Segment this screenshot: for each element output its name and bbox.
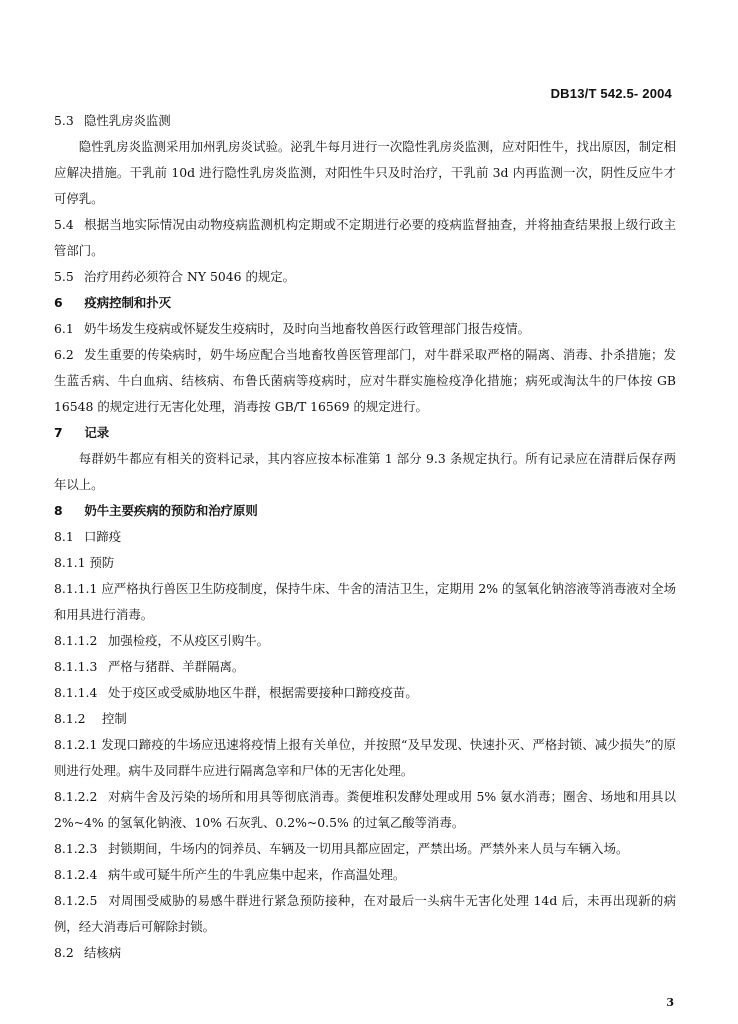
clause-8-1-1-1	[54, 576, 676, 628]
clause-number: 8.1	[54, 529, 74, 544]
section-number: 7	[54, 425, 63, 440]
clause-number: 8.1.2.3	[54, 841, 98, 856]
clause-5-4	[54, 212, 676, 264]
clause-text: 病牛或可疑牛所产生的牛乳应集中起来，作高温处理。	[107, 867, 406, 882]
clause-number: 8.1.2.5	[54, 893, 98, 908]
section-title: 疫病控制和扑灭	[84, 295, 172, 310]
clause-title: 结核病	[83, 945, 122, 960]
paragraph: 隐性乳房炎监测采用加州乳房炎试验。泌乳牛每月进行一次隐性乳房炎监测，应对阳性牛，找出原因，制定相应解决措施。干乳前 10d 进行隐性乳房炎监测，对阳性牛只及时治疗，干乳前 3d 内再监测一次，阴性反应牛才可停乳。	[54, 139, 676, 206]
clause-8-1-2-5	[54, 888, 676, 940]
clause-text: 对病牛舍及污染的场所和用具等彻底消毒。粪便堆积发酵处理或用 5% 氨水消毒；圈舍、场地和用具以 2%~4% 的氢氧化钠液、10% 石灰乳、0.2%~0.5% 的过氧乙酸等消毒。	[54, 789, 676, 830]
clause-number: 8.1.2.1	[54, 737, 98, 752]
clause-number: 8.1.1	[54, 555, 86, 570]
clause-number: 8.1.2.4	[54, 867, 98, 882]
clause-number: 6.2	[54, 347, 74, 362]
clause-text: 封锁期间，牛场内的饲养员、车辆及一切用具都应固定，严禁出场。严禁外来人员与车辆入场。	[107, 841, 629, 856]
clause-number: 6.1	[54, 321, 74, 336]
clause-text: 根据当地实际情况由动物疫病监测机构定期或不定期进行必要的疫病监督抽查，并将抽查结果报上级行政主管部门。	[54, 217, 676, 258]
clause-6-2	[54, 342, 676, 420]
paragraph: 每群奶牛都应有相关的资料记录，其内容应按本标准第 1 部分 9.3 条规定执行。所有记录应在清群后保存两年以上。	[54, 451, 676, 492]
clause-title: 隐性乳房炎监测	[83, 113, 171, 128]
clause-number: 8.1.1.3	[54, 659, 98, 674]
clause-number: 5.4	[54, 217, 74, 232]
clause-8-1-2-1	[54, 732, 676, 784]
clause-text: 加强检疫，不从疫区引购牛。	[107, 633, 270, 648]
clause-6-1	[54, 316, 676, 342]
clause-8-1-1-2	[54, 628, 676, 654]
clause-text: 发生重要的传染病时，奶牛场应配合当地畜牧兽医管理部门，对牛群采取严格的隔离、消毒、扑杀措施；发生蓝舌病、牛白血病、结核病、布鲁氏菌病等疫病时，应对牛群实施检疫净化措施；病死或淘汰牛的尸体按 GB 16548 的规定进行无害化处理，消毒按 GB/T 16569 的规定进行。	[54, 347, 676, 414]
document-body	[54, 108, 676, 966]
clause-text: 治疗用药必须符合 NY 5046 的规定。	[83, 269, 296, 284]
clause-text: 处于疫区或受威胁地区牛群，根据需要接种口蹄疫疫苗。	[107, 685, 418, 700]
clause-8-1-2-3	[54, 836, 676, 862]
section-title: 奶牛主要疾病的预防和治疗原则	[84, 503, 258, 518]
clause-number: 5.5	[54, 269, 74, 284]
clause-8-1-2	[54, 706, 676, 732]
clause-number: 8.2	[54, 945, 74, 960]
clause-number: 5.3	[54, 113, 74, 128]
section-heading-8	[54, 498, 676, 524]
clause-5-5	[54, 264, 676, 290]
clause-text: 奶牛场发生疫病或怀疑发生疫病时，及时向当地畜牧兽医行政管理部门报告疫情。	[83, 321, 531, 336]
section-number: 6	[54, 295, 63, 310]
section-title: 记录	[84, 425, 110, 440]
clause-number: 8.1.1.4	[54, 685, 98, 700]
clause-8-1	[54, 524, 676, 550]
clause-number: 8.1.1.1	[54, 581, 98, 596]
clause-number: 8.1.2.2	[54, 789, 98, 804]
clause-title: 预防	[89, 555, 115, 570]
clause-title: 控制	[101, 711, 127, 726]
clause-8-1-1-4	[54, 680, 676, 706]
clause-8-1-1-3	[54, 654, 676, 680]
clause-text: 发现口蹄疫的牛场应迅速将疫情上报有关单位，并按照“及早发现、快速扑灭、严格封锁、减少损失”的原则进行处理。病牛及同群牛应进行隔离急宰和尸体的无害化处理。	[54, 737, 676, 778]
clause-5-3	[54, 108, 676, 134]
clause-text: 应严格执行兽医卫生防疫制度，保持牛床、牛舍的清洁卫生，定期用 2% 的氢氧化钠溶液等消毒液对全场和用具进行消毒。	[54, 581, 676, 622]
clause-8-1-2-2	[54, 784, 676, 836]
clause-text: 严格与猪群、羊群隔离。	[107, 659, 245, 674]
clause-number: 8.1.1.2	[54, 633, 98, 648]
clause-title: 口蹄疫	[83, 529, 122, 544]
section-number: 8	[54, 503, 63, 518]
clause-8-2	[54, 940, 676, 966]
clause-8-1-1	[54, 550, 676, 576]
clause-number: 8.1.2	[54, 711, 86, 726]
section-heading-6	[54, 290, 676, 316]
clause-8-1-2-4	[54, 862, 676, 888]
section-heading-7	[54, 420, 676, 446]
clause-text: 对周围受威胁的易感牛群进行紧急预防接种，在对最后一头病牛无害化处理 14d 后，未再出现新的病例，经大消毒后可解除封锁。	[54, 893, 676, 934]
document-code: DB13/T 542.5- 2004	[550, 86, 672, 101]
page-number: 3	[666, 996, 674, 1009]
